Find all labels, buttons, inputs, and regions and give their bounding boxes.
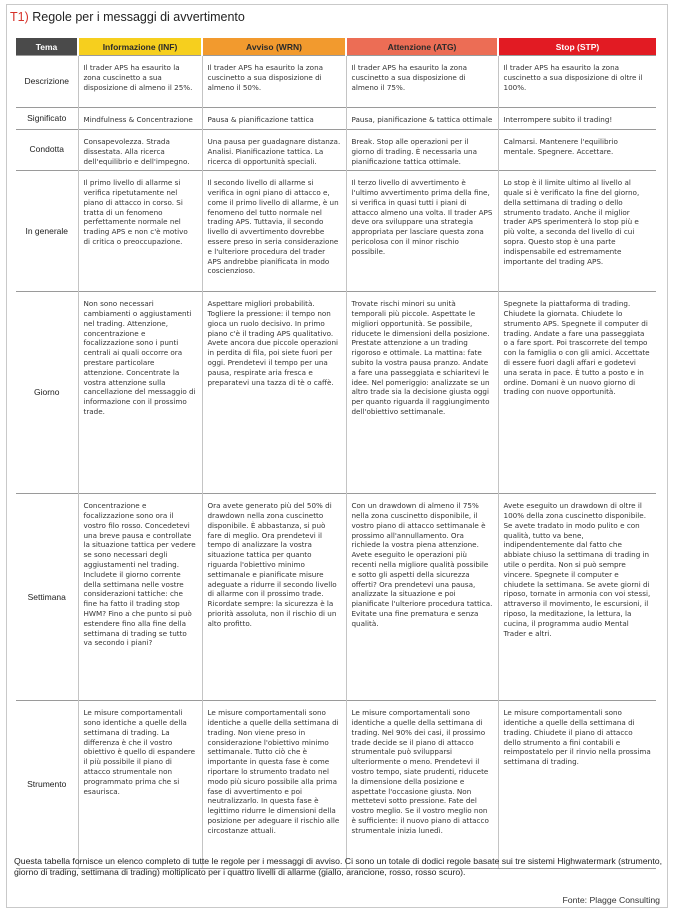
table-title [10, 10, 245, 24]
cell-settimana-atg: Con un drawdown di almeno il 75% nella zona cuscinetto disponibile, il vostro piano di attacco settimanale è prossimo all'annullamento. Ora richiede la vostra piena attenzione. Avete eseguito le operazioni più recenti nella migliore qualità possibile e sotto gli aspetti della sicurezza offerti? Ora prendetevi una pausa, analizzate la situazione e poi pianificate l'ulteriore procedura tattica. Evitate una fine prematura e senza qualità. [346, 494, 498, 701]
table-number: T1) [10, 10, 29, 24]
cell-settimana-wrn: Ora avete generato più del 50% di drawdown nella zona cuscinetto disponibile. È abbastanza, si può fare di meglio. Ora prendetevi il tempo di analizzare la vostra situazione tattica per quanto riguarda l'obiettivo minimo settimanale e pianificate misure adeguate a ridurre il secondo livello di allarme con il prossimo trade. Ricordate sempre: la sicurezza è la priorità assoluta, non il rischio di un alto profitto. [202, 494, 346, 701]
header-informazione: Informazione (INF) [78, 38, 202, 56]
header-attenzione: Attenzione (ATG) [346, 38, 498, 56]
cell-descrizione-atg: Il trader APS ha esaurito la zona cuscinetto a sua disposizione di almeno il 75%. [346, 56, 498, 108]
table-title-text: Regole per i messaggi di avvertimento [32, 10, 245, 24]
cell-strumento-wrn: Le misure comportamentali sono identiche a quelle della settimana di trading. Non viene preso in considerazione l'obiettivo minimo settimanale. Tutto ciò che è importante in questa fase è come riportare lo strumento tradato nel modo più sicuro possibile alla prima fase di avvertimento e poi neutralizzarlo. In questa fase è legittimo ridurre le dimensioni della posizione per adeguare il rischio alle circostanze attuali. [202, 701, 346, 869]
cell-significato-inf: Mindfulness & Concentrazione [78, 108, 202, 130]
source-credit: Fonte: Plagge Consulting [562, 895, 660, 905]
cell-giorno-stp: Spegnete la piattaforma di trading. Chiudete la giornata. Chiudete lo strumento APS. Spegnete il computer di trading. Andate a fare una passeggiata o a fare sport. Poi trascorrete del tempo con la famiglia o con gli amici. Accettate di essere fuori dagli affari e godetevi una serata in pace. È tutto a posto e in ordine. Domani è un nuovo giorno di trading con nuove opportunità. [498, 292, 656, 494]
row-strumento [16, 701, 656, 869]
cell-descrizione-stp: Il trader APS ha esaurito la zona cuscinetto a sua disposizione di oltre il 100%. [498, 56, 656, 108]
row-label-giorno: Giorno [16, 292, 78, 494]
table-caption: Questa tabella fornisce un elenco completo di tutte le regole per i messaggi di avviso. Ci sono un totale di dodici regole basate sui tre sistemi Highwatermark (strumento, giorno di trading, settimana di trading) moltiplicato per i quattro livelli di allarme (giallo, arancione, rosso, rosso scuro). [14, 856, 663, 878]
cell-giorno-wrn: Aspettare migliori probabilità. Togliere la pressione: il tempo non gioca un ruolo decisivo. In primo piano c'è il trading APS qualitativo. Avete ancora due piccole operazioni in perdita di fila, poi siete fuori per oggi. Prendetevi il tempo per una pausa, respirate aria fresca e preparatevi una tazza di tè o caffè. [202, 292, 346, 494]
cell-condotta-stp: Calmarsi. Mantenere l'equilibrio mentale. Spegnere. Accettare. [498, 130, 656, 171]
cell-condotta-inf: Consapevolezza. Strada dissestata. Alla ricerca dell'equilibrio e dell'impegno. [78, 130, 202, 171]
cell-strumento-atg: Le misure comportamentali sono identiche a quelle della settimana di trading. Nel 90% dei casi, il prossimo trade decide se il piano di attacco strumentale può svilupparsi ulteriormente o meno. Prendetevi il vostro tempo, siate prudenti, riducete la dimensione della posizione e aspettate l'occasione giusta. Non mettetevi sotto pressione. Fate del vostro meglio. Se il vostro meglio non è sufficiente: il nuovo piano di attacco strumentale inizia lunedì. [346, 701, 498, 869]
row-label-strumento: Strumento [16, 701, 78, 869]
cell-significato-stp: Interrompere subito il trading! [498, 108, 656, 130]
cell-condotta-wrn: Una pausa per guadagnare distanza. Analisi. Pianificazione tattica. La ricerca di opportunità speciali. [202, 130, 346, 171]
row-condotta [16, 130, 656, 171]
cell-settimana-inf: Concentrazione e focalizzazione sono ora il vostro filo rosso. Concedetevi una breve pausa e controllate la situazione tattica per vedere se sono necessari degli aggiustamenti nel trading. Includete il giorno corrente della settimana nelle vostre considerazioni tattiche: che fine ha fatto il trading stop HWM? Fino a che punto si può estendere fino alla fine della settimana di trading se tutto va secondo i piani? [78, 494, 202, 701]
cell-giorno-atg: Trovate rischi minori su unità temporali più piccole. Aspettate le migliori opportunità. Se possibile, riducete le dimensioni della posizione. Prestate attenzione a un trading rigoroso e ottimale. La mattina: fate subito la vostra pausa pranzo. Andate a fare una passeggiata e schiaritevi le idee. Nel pomeriggio: analizzate se un altro trade sia la decisione giusta oggi per quanto riguarda il raggiungimento dell'obiettivo settimanale. [346, 292, 498, 494]
row-label-condotta: Condotta [16, 130, 78, 171]
row-giorno [16, 292, 656, 494]
cell-settimana-stp: Avete eseguito un drawdown di oltre il 100% della zona cuscinetto disponibile. Se avete tradato in modo pulito e con qualità, tutto va bene, indipendentemente dal fatto che abbiate chiuso la settimana di trading in utile o perdita. Non si può sempre vincere. Spegnete il computer e chiudete la settimana. Se avete giorni di riposo, tornate in armonia con voi stessi, attraverso il movimento, le escursioni, il riposo, la meditazione, la lettura, la cucina, il programma audio Mental Trader e altri. [498, 494, 656, 701]
header-row [16, 38, 656, 56]
header-stop: Stop (STP) [498, 38, 656, 56]
cell-strumento-inf: Le misure comportamentali sono identiche a quelle della settimana di trading. La differenza è che il vostro obiettivo è quello di espandere il più possibile il piano di attacco strumentale non programmato prima che si esaurisca. [78, 701, 202, 869]
row-label-descrizione: Descrizione [16, 56, 78, 108]
row-descrizione [16, 56, 656, 108]
cell-condotta-atg: Break. Stop alle operazioni per il giorno di trading. È necessaria una pianificazione tattica ottimale. [346, 130, 498, 171]
header-tema: Tema [16, 38, 78, 56]
cell-generale-wrn: Il secondo livello di allarme si verifica in ogni piano di attacco e, come il primo livello di allarme, è un fenomeno del tutto normale nel trading APS. Tuttavia, il secondo livello di avvertimento dovrebbe essere preso in seria considerazione e l'ulteriore procedura del trader APS andrebbe pianificata in modo coscienzioso. [202, 171, 346, 292]
row-in-generale [16, 171, 656, 292]
cell-descrizione-wrn: Il trader APS ha esaurito la zona cuscinetto a sua disposizione di almeno il 50%. [202, 56, 346, 108]
cell-strumento-stp: Le misure comportamentali sono identiche a quelle della settimana di trading. Chiudete il piano di attacco dello strumento a fini contabili e reimpostatelo per il rinvio nella prossima settimana di trading. [498, 701, 656, 869]
cell-significato-wrn: Pausa & pianificazione tattica [202, 108, 346, 130]
row-label-in-generale: In generale [16, 171, 78, 292]
cell-generale-stp: Lo stop è il limite ultimo al livello al quale si è verificato la fine del giorno, della settimana di trading o dello strumento tradato. Anche il miglior trader APS sperimenterà lo stop più e più volte, a seconda del livello di cui sopra. Questo stop è una parte indispensabile ed estremamente importante del trading APS. [498, 171, 656, 292]
cell-generale-atg: Il terzo livello di avvertimento è l'ultimo avvertimento prima della fine, si verifica in quasi tutti i piani di attacco almeno una volta. Il trader APS deve ora sviluppare una strategia appropriata per lasciare questa zona pericolosa con il minor rischio possibile. [346, 171, 498, 292]
header-avviso: Avviso (WRN) [202, 38, 346, 56]
cell-descrizione-inf: Il trader APS ha esaurito la zona cuscinetto a sua disposizione di almeno il 25%. [78, 56, 202, 108]
row-label-significato: Significato [16, 108, 78, 130]
row-significato [16, 108, 656, 130]
cell-significato-atg: Pausa, pianificazione & tattica ottimale [346, 108, 498, 130]
cell-generale-inf: Il primo livello di allarme si verifica ripetutamente nel piano di attacco in corso. Si tratta di un fenomeno perfettamente normale nel trading APS e non c'è motivo di critica o preoccupazione. [78, 171, 202, 292]
row-label-settimana: Settimana [16, 494, 78, 701]
row-settimana [16, 494, 656, 701]
cell-giorno-inf: Non sono necessari cambiamenti o aggiustamenti nel trading. Attenzione, concentrazione e focalizzazione sono i punti centrali ai quali occorre ora prestare particolare attenzione. Concentrate la vostra attenzione sulla cancellazione del messaggio di informazione con il prossimo trade. [78, 292, 202, 494]
warning-rules-table [16, 38, 656, 869]
